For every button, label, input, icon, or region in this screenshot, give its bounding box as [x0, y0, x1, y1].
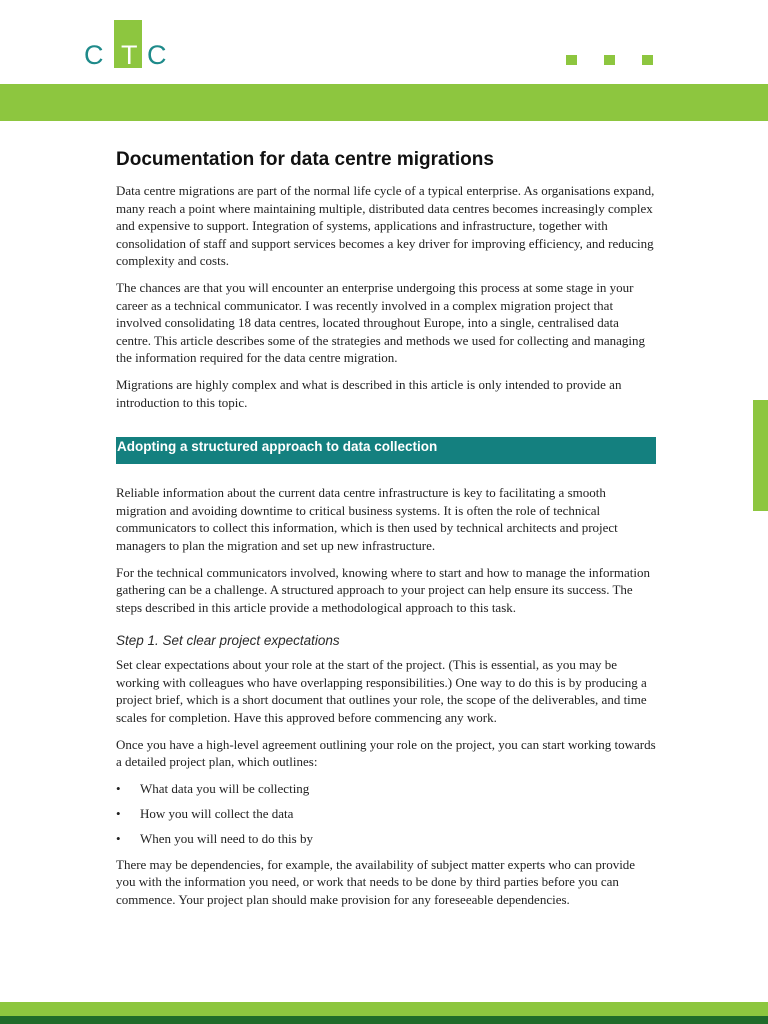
document-body: [116, 148, 656, 918]
logo-letter-c-right: C: [147, 40, 167, 70]
page-title: Documentation for data centre migrations: [116, 149, 494, 170]
step-paragraph: Once you have a high-level agreement outlining your role on the project, you can start working towards a detailed project plan, which outlines:: [116, 736, 656, 770]
dot-icon: [566, 55, 577, 65]
header-band: [0, 84, 768, 121]
list-item-text: How you will collect the data: [140, 805, 294, 821]
list-item-text: When you will need to do this by: [140, 830, 313, 846]
step-heading: Step 1. Set clear project expectations: [116, 633, 340, 649]
footer-dark-band: [0, 1016, 768, 1024]
section-paragraph: For the technical communicators involved, knowing where to start and how to manage the information gathering can be a challenge. A structured approach to your project can help ensure its success. The steps described in this article provide a methodological approach to this task.: [116, 564, 650, 615]
footer-band: [0, 1002, 768, 1016]
logo-letter-t: T: [121, 40, 138, 70]
intro-paragraph: Data centre migrations are part of the normal life cycle of a typical enterprise. As organisations expand, many reach a point where maintaining multiple, distributed data centres becomes increasingly complex and expensive to support. Integration of systems, applications and infrastructure, together with consolidation of staff and support services becomes a key driver for improving efficiency, and reducing complexity and costs.: [116, 183, 655, 269]
bullet-icon: •: [116, 805, 121, 821]
logo: [84, 20, 174, 70]
logo-letter-c-left: C: [84, 40, 104, 70]
list-item: [116, 830, 656, 847]
list-item: [116, 805, 656, 822]
list-item-text: What data you will be collecting: [140, 780, 310, 796]
bullet-icon: •: [116, 830, 121, 846]
section-heading: Adopting a structured approach to data collection: [116, 437, 656, 464]
intro-paragraph: Migrations are highly complex and what is described in this article is only intended to provide an introduction to this topic.: [116, 376, 622, 410]
bullet-list: [116, 780, 656, 847]
side-tab: [753, 400, 768, 511]
step-paragraph: Set clear expectations about your role at the start of the project. (This is essential, as you may be working with colleagues who have overlapping responsibilities.) One way to do this is by producing a project brief, which is a short document that outlines your role, the scope of the deliverables, and time scales for completion. Have this approved before commencing any work.: [116, 657, 647, 726]
dot-icon: [642, 55, 653, 65]
bullet-icon: •: [116, 780, 121, 796]
list-item: [116, 780, 656, 797]
section-paragraph: Reliable information about the current data centre infrastructure is key to facilitating a smooth migration and avoiding downtime to critical business systems. It is often the role of technical communicators to collect this information, which is then used by technical architects and project managers to plan the migration and set up new infrastructure.: [116, 485, 618, 553]
closing-paragraph: There may be dependencies, for example, the availability of subject matter experts who can provide you with the information you need, or work that needs to be done by third parties before you can commence. Your project plan should make provision for any foreseeable dependencies.: [116, 856, 636, 908]
intro-paragraph: The chances are that you will encounter an enterprise undergoing this process at some stage in your career as a technical communicator. I was recently involved in a complex migration project that involved consolidating 18 data centres, located throughout Europe, into a single, centralised data centre. This article describes some of the strategies and methods we used for collecting and managing the information required for the data centre migration.: [116, 279, 645, 366]
decorative-dots: [566, 55, 656, 67]
dot-icon: [604, 55, 615, 65]
